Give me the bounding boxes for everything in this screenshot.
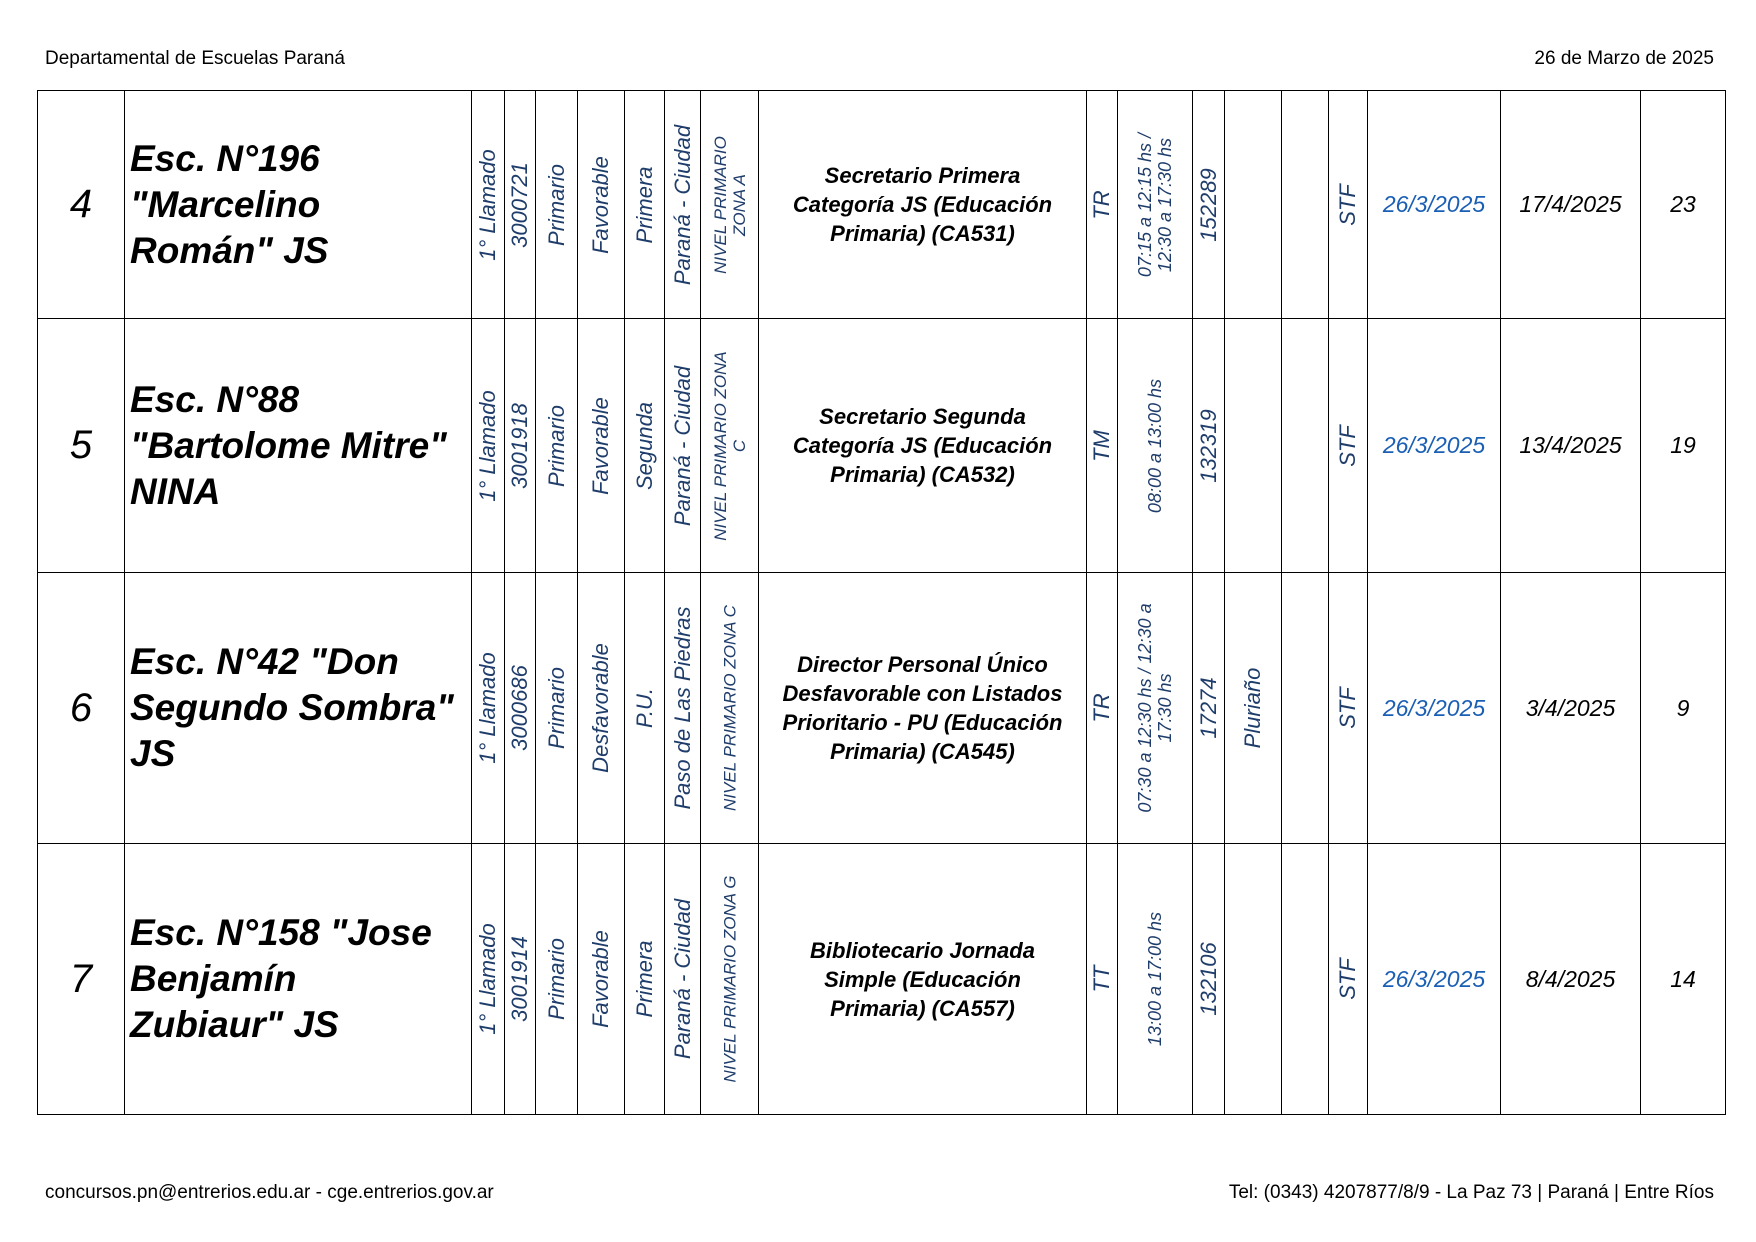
category-text: P.U. <box>631 688 657 728</box>
position-title-line: Simple (Educación <box>824 966 1021 992</box>
zone-type-text: Favorable <box>588 930 613 1028</box>
level-text: Primario <box>543 404 569 487</box>
zone-type <box>578 319 625 573</box>
locality <box>665 319 701 573</box>
locality <box>665 573 701 844</box>
category <box>625 844 665 1115</box>
publication-date: 26/3/2025 <box>1368 319 1501 573</box>
position-title-line: Desfavorable con Listados <box>782 681 1063 706</box>
status <box>1329 319 1368 573</box>
shift-text: TT <box>1089 965 1114 993</box>
school-code-text: 3001918 <box>507 402 532 489</box>
zone-type-text: Desfavorable <box>588 643 613 773</box>
school-name <box>125 319 472 573</box>
publication-date: 26/3/2025 <box>1368 844 1501 1115</box>
header-date: 26 de Marzo de 2025 <box>1534 48 1714 69</box>
shift <box>1087 319 1118 573</box>
category-text: Primera <box>631 940 657 1018</box>
days-count: 9 <box>1641 573 1726 844</box>
position-title-line: Categoría JS (Educación <box>792 433 1053 458</box>
extra-info-text: Pluriaño <box>1240 667 1265 749</box>
schedule-line: 08:00 a 13:00 hs <box>1145 378 1165 513</box>
category <box>625 573 665 844</box>
call-number <box>472 319 505 573</box>
school-code <box>505 573 536 844</box>
call-number <box>472 91 505 319</box>
position-title-line: Primaria) (CA532) <box>830 462 1015 487</box>
zone-line: C <box>729 439 749 452</box>
table-row <box>38 844 1726 1115</box>
position-title-line: Bibliotecario Jornada <box>810 937 1035 963</box>
locality-text: Paso de Las Piedras <box>669 606 695 810</box>
position-title-line: Director Personal Único <box>797 652 1048 677</box>
school-code-text: 3001914 <box>507 936 532 1022</box>
level <box>536 91 578 319</box>
position-title-line: Primaria) (CA557) <box>830 995 1015 1021</box>
days-count: 23 <box>1641 91 1726 319</box>
call-number <box>472 844 505 1115</box>
position-title-line: Prioritario - PU (Educación <box>782 710 1063 735</box>
schedule-line: 07:30 a 12:30 hs / 12:30 a <box>1135 603 1155 813</box>
zone-type <box>578 91 625 319</box>
zone-type-text: Favorable <box>588 396 613 495</box>
school-code <box>505 319 536 573</box>
position-title-line: Secretario Segunda <box>819 404 1026 429</box>
schedule <box>1118 91 1193 319</box>
table-row <box>38 319 1726 573</box>
school-name-line: Román" JS <box>130 229 329 271</box>
school-name-line: Esc. N°88 <box>130 378 300 420</box>
status-text: STF <box>1335 958 1360 1000</box>
publication-date: 26/3/2025 <box>1368 91 1501 319</box>
schedule <box>1118 573 1193 844</box>
school-name-line: "Bartolome Mitre" <box>130 424 447 466</box>
end-date: 8/4/2025 <box>1501 844 1641 1115</box>
days-count: 19 <box>1641 319 1726 573</box>
shift-text: TR <box>1089 693 1114 723</box>
level-text: Primario <box>543 163 569 246</box>
shift <box>1087 91 1118 319</box>
school-name-line: NINA <box>130 470 221 512</box>
locality-text: Paraná - Ciudad <box>669 898 695 1060</box>
position-id <box>1193 319 1225 573</box>
row-number: 6 <box>38 573 125 844</box>
table-row <box>38 573 1726 844</box>
level <box>536 319 578 573</box>
zone <box>701 319 759 573</box>
position-title <box>759 91 1087 319</box>
zone <box>701 573 759 844</box>
extra-info <box>1225 573 1282 844</box>
row-number: 5 <box>38 319 125 573</box>
school-name-line: Esc. N°158 "Jose <box>130 912 432 953</box>
position-title <box>759 844 1087 1115</box>
status-text: STF <box>1335 183 1360 226</box>
zone-type-text: Favorable <box>588 155 613 254</box>
level <box>536 844 578 1115</box>
level <box>536 573 578 844</box>
zone-type <box>578 844 625 1115</box>
footer-contact-email: concursos.pn@entrerios.edu.ar - cge.entrerios.gov.ar <box>45 1182 494 1203</box>
school-code-text: 3000686 <box>507 665 532 751</box>
category-text: Segunda <box>631 401 657 490</box>
schedule-line: 13:00 a 17:00 hs <box>1145 911 1165 1047</box>
category-text: Primera <box>631 165 657 244</box>
position-id-text: 152289 <box>1195 167 1221 242</box>
position-title-line: Primaria) (CA531) <box>830 221 1015 246</box>
empty-cell <box>1282 844 1329 1115</box>
school-name-line: Zubiaur" JS <box>130 1004 339 1045</box>
position-id-text: 17274 <box>1195 677 1221 739</box>
status-text: STF <box>1335 424 1360 467</box>
school-code <box>505 844 536 1115</box>
zone-line: NIVEL PRIMARIO ZONA <box>710 350 730 541</box>
category <box>625 319 665 573</box>
call-number-text: 1° Llamado <box>475 923 500 1035</box>
position-title-line: Categoría JS (Educación <box>792 192 1053 217</box>
call-number-text: 1° Llamado <box>475 652 500 764</box>
schedule <box>1118 844 1193 1115</box>
zone-line: ZONA A <box>729 173 749 236</box>
position-title <box>759 319 1087 573</box>
schedule-line: 17:30 hs <box>1155 673 1175 743</box>
table-row <box>38 91 1726 319</box>
header-institution: Departamental de Escuelas Paraná <box>45 48 345 69</box>
zone-line: NIVEL PRIMARIO <box>710 135 730 274</box>
empty-cell <box>1282 91 1329 319</box>
school-name-line: "Marcelino <box>130 183 321 225</box>
schedule <box>1118 319 1193 573</box>
school-name-line: Esc. N°196 <box>130 137 320 179</box>
position-id-text: 132106 <box>1195 942 1221 1016</box>
school-name-line: Segundo Sombra" <box>130 687 454 728</box>
schedule-line: 07:15 a 12:15 hs / <box>1135 132 1155 277</box>
position-title <box>759 573 1087 844</box>
call-number <box>472 573 505 844</box>
call-number-text: 1° Llamado <box>475 148 500 261</box>
zone-line: NIVEL PRIMARIO ZONA G <box>720 875 739 1083</box>
end-date: 17/4/2025 <box>1501 91 1641 319</box>
zone <box>701 91 759 319</box>
zone-type <box>578 573 625 844</box>
shift-text: TM <box>1089 429 1114 462</box>
row-number: 7 <box>38 844 125 1115</box>
school-name-line: Esc. N°42 "Don <box>130 641 399 682</box>
status-text: STF <box>1335 687 1360 729</box>
school-name <box>125 573 472 844</box>
school-name <box>125 91 472 319</box>
vacancy-table <box>37 90 1726 1115</box>
days-count: 14 <box>1641 844 1726 1115</box>
position-id <box>1193 573 1225 844</box>
extra-info <box>1225 91 1282 319</box>
position-id-text: 132319 <box>1195 408 1221 483</box>
zone-line: NIVEL PRIMARIO ZONA C <box>720 605 739 811</box>
category <box>625 91 665 319</box>
end-date: 13/4/2025 <box>1501 319 1641 573</box>
school-name-line: JS <box>130 733 176 774</box>
level-text: Primario <box>543 938 569 1020</box>
extra-info <box>1225 319 1282 573</box>
zone <box>701 844 759 1115</box>
locality <box>665 91 701 319</box>
extra-info <box>1225 844 1282 1115</box>
school-code-text: 3000721 <box>507 161 532 248</box>
status <box>1329 91 1368 319</box>
status <box>1329 844 1368 1115</box>
row-number: 4 <box>38 91 125 319</box>
locality-text: Paraná - Ciudad <box>669 124 695 285</box>
shift <box>1087 573 1118 844</box>
level-text: Primario <box>543 667 569 749</box>
empty-cell <box>1282 573 1329 844</box>
school-name-line: Benjamín <box>130 958 297 999</box>
position-title-line: Secretario Primera <box>824 163 1021 188</box>
publication-date: 26/3/2025 <box>1368 573 1501 844</box>
shift <box>1087 844 1118 1115</box>
locality <box>665 844 701 1115</box>
empty-cell <box>1282 319 1329 573</box>
footer-contact-address: Tel: (0343) 4207877/8/9 - La Paz 73 | Paraná | Entre Ríos <box>1228 1182 1714 1203</box>
position-id <box>1193 91 1225 319</box>
status <box>1329 573 1368 844</box>
position-id <box>1193 844 1225 1115</box>
end-date: 3/4/2025 <box>1501 573 1641 844</box>
shift-text: TR <box>1089 189 1114 220</box>
locality-text: Paraná - Ciudad <box>669 365 695 526</box>
school-name <box>125 844 472 1115</box>
school-code <box>505 91 536 319</box>
schedule-line: 12:30 a 17:30 hs <box>1155 137 1175 272</box>
call-number-text: 1° Llamado <box>475 389 500 502</box>
position-title-line: Primaria) (CA545) <box>830 739 1015 764</box>
